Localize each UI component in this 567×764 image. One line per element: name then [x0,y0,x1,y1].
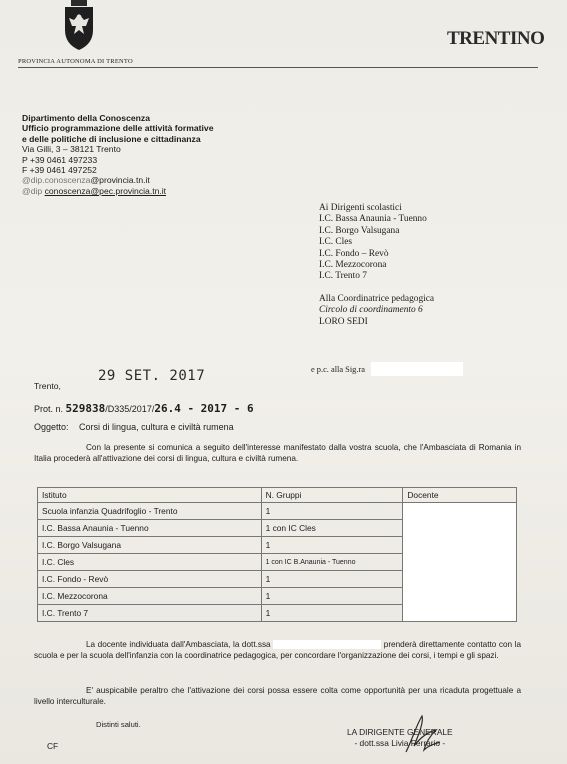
recipients-block [319,203,434,328]
office-phone: P +39 0461 497233 [22,154,98,165]
signer-name: - dott.ssa Livia Ferrario - [354,738,446,748]
closing: Distinti saluti. [96,720,141,729]
col-header-gruppi: N. Gruppi [261,488,403,503]
recipient-school: I.C. Cles [319,237,353,248]
body-paragraph-3: E' auspicabile peraltro che l'attivazione dei corsi possa essere colta come opportunità per una ricaduta progettuale a livello interculturale. [34,686,521,706]
recipient-school: I.C. Mezzocorona [319,260,387,271]
office-address: Via Gilli, 3 – 38121 Trento [22,144,121,155]
recipient-school: I.C. Trento 7 [319,271,367,282]
date-stamp: 29 SET. 2017 [98,368,206,384]
trentino-logo: TRENTINO [447,28,545,49]
recipient-school: I.C. Bassa Anaunia - Tuenno [319,214,427,225]
redacted-name [273,640,381,649]
office-pec: @dip conoscenza@pec.provincia.tn.it [22,185,167,196]
recipient-coordinator: Alla Coordinatrice pedagogica [319,293,435,304]
table-row: I.C. Bassa Anaunia - Tuenno 1 con IC Cles [38,520,517,537]
recipients-header: Ai Dirigenti scolastici [319,203,402,213]
courses-table [37,487,517,622]
org-name: PROVINCIA AUTONOMA DI TRENTO [18,58,133,65]
protocol-classification: 26.4 - 2017 - 6 [154,402,254,415]
recipient-loro-sedi: LORO SEDI [319,316,368,327]
col-header-istituto: Istituto [38,488,262,503]
subject-line: Oggetto: Corsi di lingua, cultura e civiltà rumena [34,422,234,432]
body-paragraph-1: Con la presente si comunica a seguito dell'interesse manifestato dalla vostra scuola, che l'Ambasciata di Romania in Italia procederà all'attivazione dei corsi di lingua, cultura e civiltà rumena. [34,443,521,463]
cc-line: e p.c. alla Sig.ra [311,365,365,374]
table-row: I.C. Borgo Valsugana 1 [38,537,517,554]
protocol-number: 529838 [65,402,106,415]
table-row: I.C. Trento 7 1 [38,605,517,622]
recipient-circle: Circolo di coordinamento 6 [319,305,423,316]
header-divider [18,67,538,68]
provincia-crest-icon [62,0,96,52]
initials: CF [47,741,59,751]
col-header-docente: Docente [403,488,517,503]
office-fax: F +39 0461 497252 [22,165,97,176]
table-row: I.C. Mezzocorona 1 [38,588,517,605]
recipient-school: I.C. Borgo Valsugana [319,225,400,236]
signer-title: LA DIRIGENTE GENERALE [347,727,453,737]
department-block [22,113,214,196]
table-header-row [38,488,517,503]
handwritten-signature [398,712,444,756]
office-email: @dip.conoscenza@provincia.tn.it [22,175,150,186]
office-name-1: Ufficio programmazione delle attività formative [22,123,214,134]
place: Trento, [34,381,61,391]
department-name: Dipartimento della Conoscenza [22,113,150,123]
table-row: Scuola infanzia Quadrifoglio - Trento 1 [38,503,517,520]
subject-text: Corsi di lingua, cultura e civiltà rumena [79,422,234,432]
redaction-box [371,362,463,376]
docente-redacted-cell [403,503,517,622]
table-row: I.C. Cles 1 con IC B.Anaunia - Tuenno [38,554,517,571]
recipient-school: I.C. Fondo – Revò [319,248,389,259]
protocol-line: Prot. n. 529838/D335/2017/26.4 - 2017 - 6 [34,402,254,415]
body-paragraph-2: La docente individuata dall'Ambasciata, la dott.ssa prenderà direttamente contatto con la scuola e per la scuola dell'infanzia con la coordinatrice pedagogica, per concordare l'organizzazione dei corsi, i tempi e gli spazi. [34,640,522,660]
office-name-2: e delle politiche di inclusione e cittadinanza [22,133,201,144]
table-row: I.C. Fondo - Revò 1 [38,571,517,588]
